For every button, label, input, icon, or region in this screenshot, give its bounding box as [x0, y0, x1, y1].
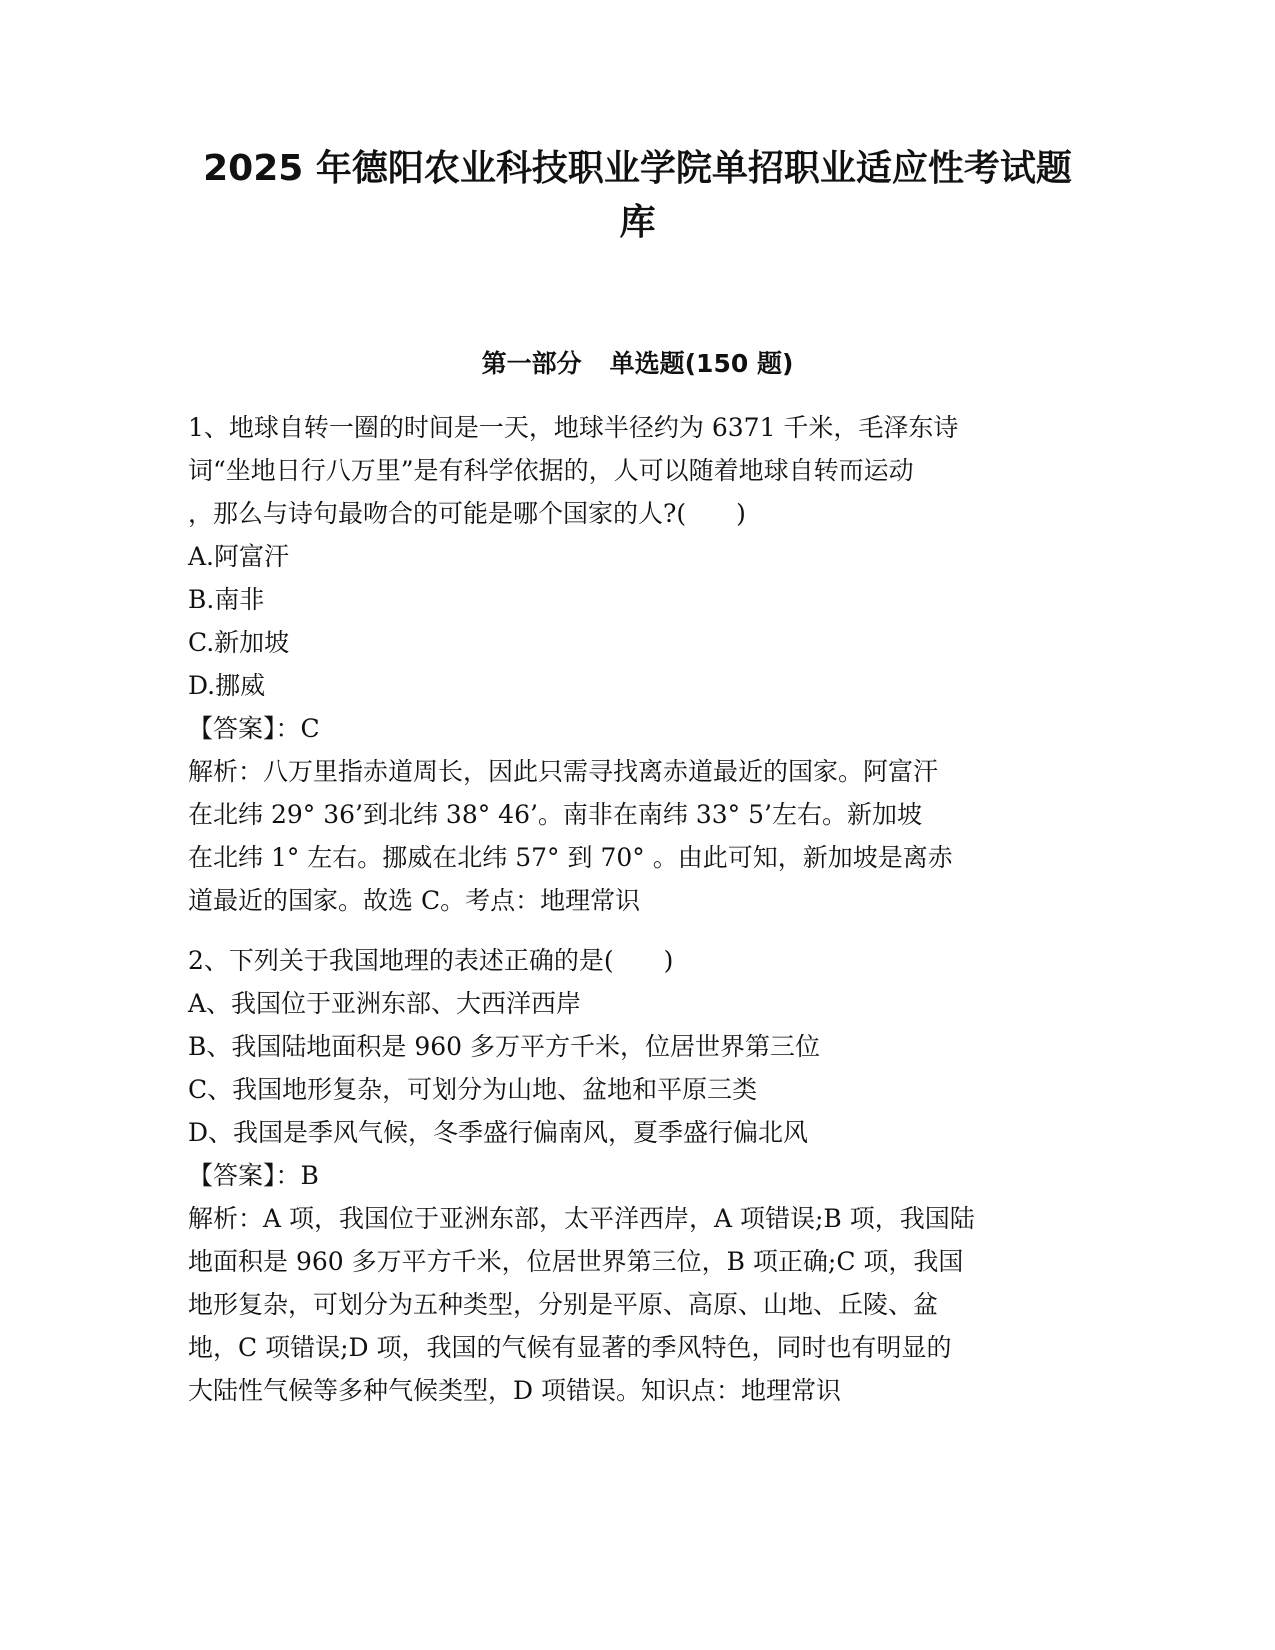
- analysis-line: 地面积是 960 多万平方千米，位居世界第三位，B 项正确;C 项，我国: [188, 1247, 964, 1276]
- title-line-2: 库: [619, 202, 656, 243]
- question-stem-line: 词“坐地日行八万里”是有科学依据的，人可以随着地球自转而运动: [188, 456, 914, 485]
- section-heading: [150, 346, 1125, 382]
- analysis-line: 地，C 项错误;D 项，我国的气候有显著的季风特色，同时也有明显的: [188, 1333, 952, 1362]
- answer-label: 【答案】: [188, 1161, 276, 1190]
- analysis-line: 在北纬 29° 36’到北纬 38° 46’。南非在南纬 33° 5’左右。新加坡: [188, 800, 922, 829]
- question-2: [188, 939, 1088, 1412]
- question-stem-line: 1、地球自转一圈的时间是一天，地球半径约为 6371 千米，毛泽东诗: [188, 413, 959, 442]
- answer-label: 【答案】: [188, 714, 276, 743]
- analysis-line: 道最近的国家。故选 C。考点：地理常识: [188, 886, 641, 915]
- option-d: D、我国是季风气候，冬季盛行偏南风，夏季盛行偏北风: [188, 1118, 809, 1147]
- answer-line: [188, 707, 1088, 750]
- question-1: [188, 406, 1088, 922]
- answer-value: ：C: [275, 714, 320, 743]
- option-a: A、我国位于亚洲东部、大西洋西岸: [188, 989, 582, 1018]
- analysis-line: 地形复杂，可划分为五种类型，分别是平原、高原、山地、丘陵、盆: [188, 1290, 939, 1319]
- option-d: D.挪威: [188, 671, 266, 700]
- analysis-line: 解析：八万里指赤道周长，因此只需寻找离赤道最近的国家。阿富汗: [188, 757, 939, 786]
- option-b: B.南非: [188, 585, 265, 614]
- option-b: B、我国陆地面积是 960 多万平方千米，位居世界第三位: [188, 1032, 820, 1061]
- document-title: [150, 142, 1125, 250]
- option-c: C、我国地形复杂，可划分为山地、盆地和平原三类: [188, 1075, 758, 1104]
- question-stem-line: 2、下列关于我国地理的表述正确的是( ): [188, 946, 674, 975]
- answer-line: [188, 1154, 1088, 1197]
- analysis-line: 在北纬 1° 左右。挪威在北纬 57° 到 70° 。由此可知，新加坡是离赤: [188, 843, 953, 872]
- section-part: 第一部分: [481, 349, 582, 378]
- question-stem-line: ，那么与诗句最吻合的可能是哪个国家的人?( ): [188, 499, 746, 528]
- analysis-line: 解析：A 项，我国位于亚洲东部，太平洋西岸，A 项错误;B 项，我国陆: [188, 1204, 975, 1233]
- option-a: A.阿富汗: [188, 542, 290, 571]
- question-list: [188, 406, 1088, 1412]
- title-line-1: 2025 年德阳农业科技职业学院单招职业适应性考试题: [203, 148, 1072, 189]
- section-name: 单选题(150 题): [609, 349, 794, 378]
- answer-value: ：B: [275, 1161, 319, 1190]
- analysis-line: 大陆性气候等多种气候类型，D 项错误。知识点：地理常识: [188, 1376, 841, 1405]
- option-c: C.新加坡: [188, 628, 290, 657]
